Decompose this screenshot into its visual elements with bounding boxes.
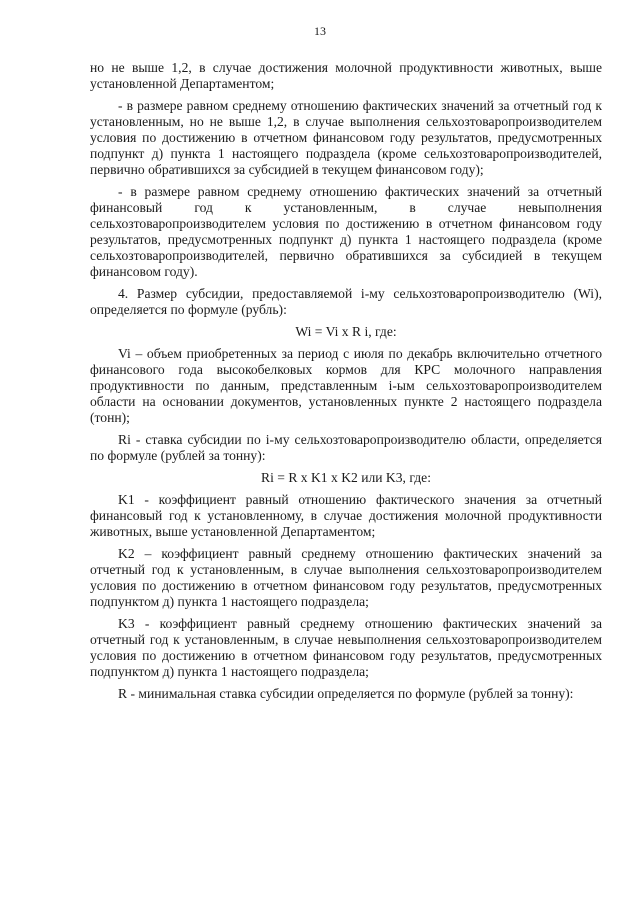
formula-w: Wi = Vi x R i, где: <box>295 324 397 339</box>
paragraph: K1 - коэффициент равный отношению фактического значения за отчетный финансовый год к установленному, в случае достижения молочной продуктивности животных, выше установленной Департаментом; <box>90 492 602 539</box>
formula-r: Ri = R x K1 x K2 или K3, где: <box>261 470 431 485</box>
paragraph: Ri - ставка субсидии по i-му сельхозтоваропроизводителю области, определяется по формуле (рублей за тонну): <box>90 432 602 463</box>
paragraph: 4. Размер субсидии, предоставляемой i-му сельхозтоваропроизводителю (Wi), определяется по формуле (рубль): <box>90 286 602 317</box>
paragraph: - в размере равном среднему отношению фактических значений за отчетный год к установленным, но не выше 1,2, в случае выполнения сельхозтоваропроизводителем условия по достижению в отчетном финансовом году результатов, предусмотренных подпункт д) пункта 1 настоящего подраздела (кроме сельхозтоваропроизводителей, первично обратившихся за субсидией в текущем финансовом году); <box>90 98 602 177</box>
paragraph: Vi – объем приобретенных за период с июля по декабрь включительно отчетного финансового года высокобелковых кормов для КРС молочного направления продуктивности по данным, представленным i-ым сельхозтоваропроизводителем области на основании документов, установленных пункте 2 настоящего подраздела (тонн); <box>90 346 602 425</box>
paragraph: R - минимальная ставка субсидии определяется по формуле (рублей за тонну): <box>118 686 574 701</box>
page-number: 13 <box>314 24 326 38</box>
document-body <box>90 60 602 708</box>
paragraph: K3 - коэффициент равный среднему отношению фактических значений за отчетный год к установленным, в случае невыполнения сельхозтоваропроизводителем условия по достижению в отчетном финансовом году результатов, предусмотренных подпунктом д) пункта 1 настоящего подраздела; <box>90 616 602 679</box>
paragraph: K2 – коэффициент равный среднему отношению фактических значений за отчетный год к установленным, в случае выполнения сельхозтоваропроизводителем условия по достижению в отчетном финансовом году результатов, предусмотренных подпунктом д) пункта 1 настоящего подраздела; <box>90 546 602 609</box>
paragraph: но не выше 1,2, в случае достижения молочной продуктивности животных, выше установленной Департаментом; <box>90 60 602 91</box>
paragraph: - в размере равном среднему отношению фактических значений за отчетный финансовый год к установленным, в случае невыполнения сельхозтоваропроизводителем условия по достижению в отчетном финансовом году результатов, предусмотренных подпункт д) пункта 1 настоящего подраздела (кроме сельхозтоваропроизводителей, первично обратившихся за субсидией в текущем финансовом году). <box>90 184 602 279</box>
